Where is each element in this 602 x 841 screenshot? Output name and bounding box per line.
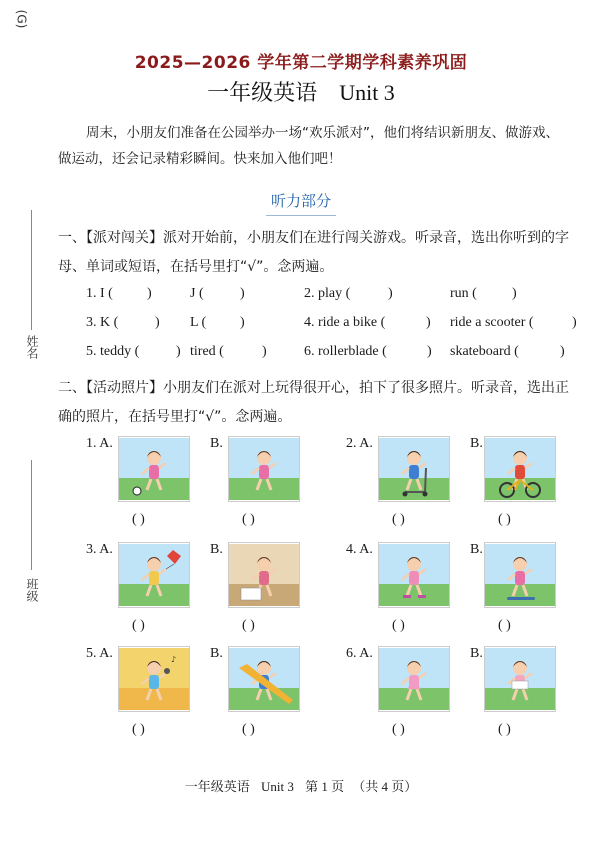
name-label: 姓名 [25,335,39,359]
q1-option-label: 4. ride a bike ( [304,315,386,330]
q1-answer-bracket[interactable]: ) [155,315,160,330]
footer-total: （共 4 页） [352,779,418,794]
question-2-prompt: 二、【活动照片】小朋友们在派对上玩得很开心，拍下了很多照片。听录音，选出正确的照片，在括号里打“√”。念两遍。 [58,380,569,425]
boy-singing-picture[interactable] [118,646,190,712]
q2-answer-bracket[interactable]: ( ) [132,512,145,527]
girl-rollerblading-picture[interactable] [378,542,450,608]
girl-reading-picture[interactable] [484,646,556,712]
q2-answer-bracket[interactable]: ( ) [392,722,405,737]
boy-on-slide-picture[interactable] [228,646,300,712]
boy-riding-scooter-picture[interactable] [378,436,450,502]
q1-option-label: tired ( [190,344,224,359]
q1-option-label: 5. teddy ( [86,344,140,359]
q2-option-b-label: B. [470,436,483,451]
q2-answer-bracket[interactable]: ( ) [242,618,255,633]
q1-option-label: 3. K ( [86,315,119,330]
girl-playing-soccer-picture[interactable] [118,436,190,502]
q1-option-label: J ( [190,286,204,301]
q2-item-number: 4. A. [346,542,373,557]
q1-answer-bracket[interactable]: ) [512,286,517,301]
subtitle [0,76,602,107]
q1-answer-bracket[interactable]: ) [572,315,577,330]
q2-answer-bracket[interactable]: ( ) [392,618,405,633]
q2-option-b-label: B. [470,646,483,661]
q1-option-label: 6. rollerblade ( [304,344,387,359]
q1-answer-bracket[interactable]: ) [388,286,393,301]
class-line [31,460,32,570]
q2-answer-bracket[interactable]: ( ) [498,618,511,633]
girl-dancing-picture[interactable] [378,646,450,712]
q1-option-label: run ( [450,286,477,301]
q1-option-label: L ( [190,315,207,330]
girl-skateboarding-picture[interactable] [484,542,556,608]
boy-riding-bike-picture[interactable] [484,436,556,502]
footer-unit: Unit 3 [261,779,294,794]
girl-running-picture[interactable] [228,436,300,502]
girl-drawing-picture[interactable] [228,542,300,608]
intro-paragraph: 周末，小朋友们准备在公园举办一场“欢乐派对”，他们将结识新朋友、做游戏、做运动，还会记录精彩瞬间。快来加入他们吧！ [58,125,559,167]
q2-item-number: 3. A. [86,542,113,557]
q1-answer-bracket[interactable]: ) [427,344,432,359]
q2-answer-bracket[interactable]: ( ) [498,512,511,527]
q2-answer-bracket[interactable]: ( ) [242,722,255,737]
q1-answer-bracket[interactable]: ) [240,315,245,330]
q1-option-label: 2. play ( [304,286,351,301]
q2-option-b-label: B. [210,436,223,451]
q2-option-b-label: B. [470,542,483,557]
footer-grade: 一年级英语 [184,779,250,794]
page-footer [0,776,602,795]
subtitle-unit: Unit 3 [339,80,395,105]
q2-item-number: 6. A. [346,646,373,661]
footer-page: 第 1 页 [305,779,345,794]
subtitle-grade: 一年级英语 [207,81,318,106]
class-label: 班级 [25,578,39,602]
q2-option-b-label: B. [210,542,223,557]
svg-text:♪: ♪ [171,655,177,664]
q2-option-b-label: B. [210,646,223,661]
q1-answer-bracket[interactable]: ) [560,344,565,359]
name-line [31,210,32,330]
q2-answer-bracket[interactable]: ( ) [132,618,145,633]
q1-answer-bracket[interactable]: ) [176,344,181,359]
q1-option-label: ride a scooter ( [450,315,534,330]
question-1-prompt: 一、【派对闯关】派对开始前，小朋友们在进行闯关游戏。听录音，选出你听到的字母、单词或短语，在括号里打“√”。念两遍。 [58,230,569,275]
q1-answer-bracket[interactable]: ) [426,315,431,330]
q1-option-label: 1. I ( [86,286,113,301]
q2-item-number: 2. A. [346,436,373,451]
girl-flying-kite-picture[interactable] [118,542,190,608]
corner-mark: (G) [14,9,29,29]
q1-option-label: skateboard ( [450,344,519,359]
q1-answer-bracket[interactable]: ) [147,286,152,301]
q2-answer-bracket[interactable]: ( ) [132,722,145,737]
q1-answer-bracket[interactable]: ) [262,344,267,359]
q2-item-number: 1. A. [86,436,113,451]
q1-answer-bracket[interactable]: ) [240,286,245,301]
section-heading: 听力部分 [0,190,602,216]
q2-answer-bracket[interactable]: ( ) [498,722,511,737]
page-title: 2025—2026 学年第二学期学科素养巩固 [134,53,468,73]
q2-answer-bracket[interactable]: ( ) [392,512,405,527]
q2-item-number: 5. A. [86,646,113,661]
q2-answer-bracket[interactable]: ( ) [242,512,255,527]
